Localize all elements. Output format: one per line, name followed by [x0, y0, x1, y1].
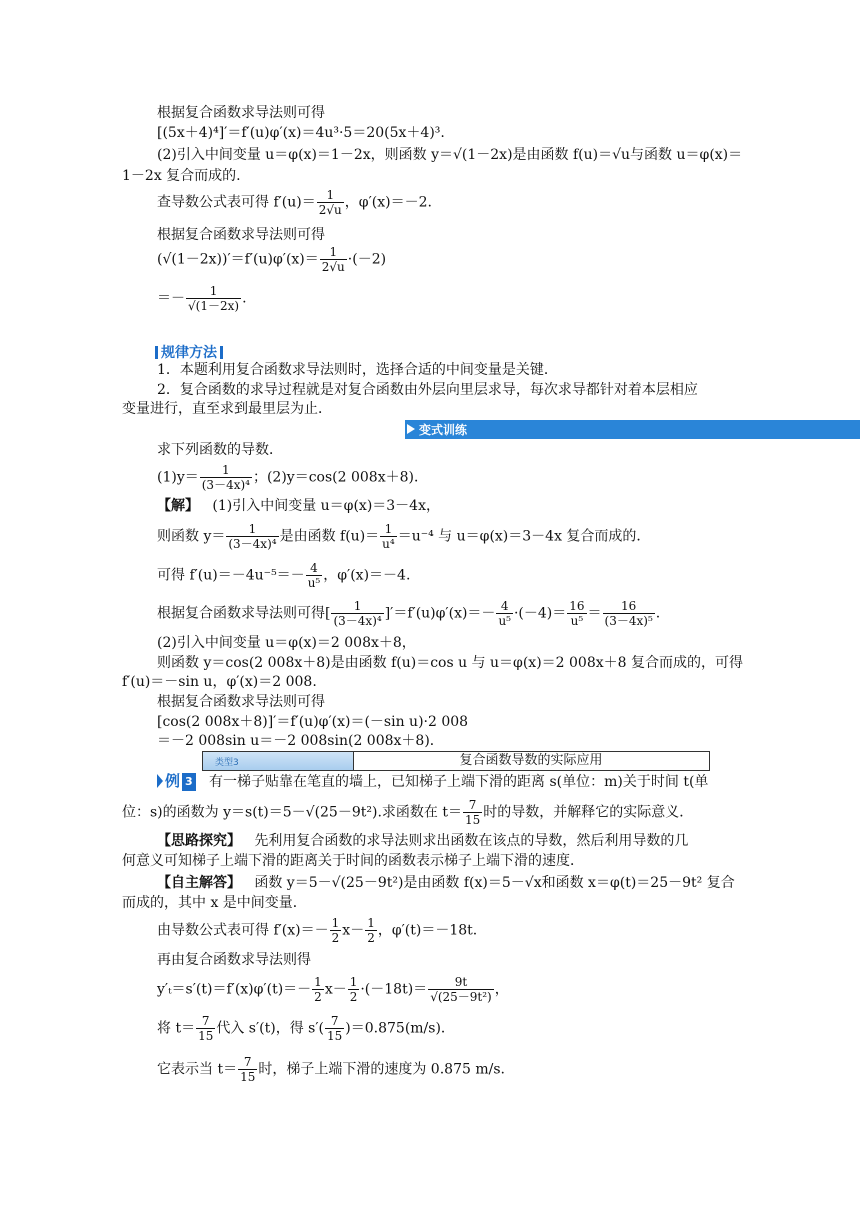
variant-training-heading	[405, 420, 860, 439]
text-line: 根据复合函数求导法则可得	[157, 227, 325, 243]
numerator: 7	[463, 798, 482, 813]
example-label	[157, 772, 196, 790]
section-title-box	[202, 751, 710, 771]
numerator: 4	[496, 599, 513, 614]
variant-title: 变式训练	[419, 423, 468, 437]
fraction	[496, 599, 513, 628]
text: ＝－	[157, 290, 185, 307]
text: 则函数 y＝	[157, 528, 226, 545]
text-line	[157, 188, 432, 217]
text: ，φ′(t)＝－18t.	[377, 922, 478, 939]
numerator: 1	[349, 975, 358, 989]
text: 可得 f′(u)＝－4u⁻⁵＝－	[157, 567, 305, 584]
text-line: [(5x＋4)⁴]′＝f′(u)φ′(x)＝4u³·5＝20(5x＋4)³.	[157, 125, 445, 141]
denominator: u⁵	[570, 614, 584, 628]
fraction	[325, 1014, 344, 1043]
text-line	[122, 798, 693, 827]
text-line	[157, 916, 477, 945]
text: ＝u⁻⁴ 与 u＝φ(x)＝3－4x 复合而成的．	[397, 528, 651, 545]
fraction	[200, 463, 252, 492]
denominator: (3－4x)⁴	[333, 614, 382, 628]
text: ，φ′(x)＝－2.	[344, 194, 432, 211]
text: x	[342, 922, 351, 939]
text-line	[157, 497, 440, 515]
denominator: 15	[240, 1070, 256, 1084]
method-title: 规律方法	[161, 345, 217, 361]
text: ，φ′(x)＝－4.	[323, 567, 411, 584]
text-line	[157, 1055, 505, 1084]
numerator: 1	[380, 522, 397, 537]
text-line: 求下列函数的导数．	[157, 442, 283, 458]
denominator: u⁵	[498, 614, 511, 628]
numerator: 1	[331, 916, 340, 930]
fraction	[238, 1055, 257, 1084]
text-line	[157, 832, 688, 850]
denominator: (3－4x)⁵	[604, 614, 653, 628]
numerator: 4	[306, 561, 323, 576]
text: －	[332, 981, 347, 998]
example-number: 3	[182, 773, 196, 791]
text-line: f′(u)＝－sin u，φ′(x)＝2 008.	[122, 674, 317, 690]
text: .	[242, 290, 247, 307]
text-line: 根据复合函数求导法则可得	[157, 105, 325, 121]
numerator: 1	[367, 916, 375, 930]
text-line	[157, 874, 735, 892]
text: 根据复合函数求导法则可得[	[157, 605, 331, 622]
text: 函数 y＝5－√(25－9t²)是由函数 f(x)＝5－√x和函数 x＝φ(t)＝25－9t² 复合	[254, 875, 735, 891]
text: 代入 s′(t)，得 s′(	[216, 1020, 324, 1037]
text-line: 根据复合函数求导法则可得	[157, 694, 325, 710]
section-tag	[203, 752, 354, 770]
denominator: (3－4x)⁴	[201, 478, 250, 492]
fraction	[463, 798, 482, 827]
fraction	[380, 522, 397, 551]
denominator: 2√u	[321, 260, 345, 274]
fraction	[428, 975, 494, 1004]
text-line: 再由复合函数求导法则得	[157, 952, 311, 968]
numerator: 7	[196, 1014, 215, 1029]
text: 查导数公式表可得 f′(u)＝	[157, 194, 316, 211]
text: (1)y＝	[157, 469, 199, 486]
text: (1)引入中间变量 u＝φ(x)＝3－4x，	[212, 498, 440, 514]
text-line	[157, 522, 650, 551]
fraction	[186, 284, 241, 313]
numerator: 16	[603, 599, 655, 614]
text-line	[157, 463, 428, 492]
text: (√(1－2x))′＝f′(u)φ′(x)＝	[157, 251, 319, 268]
denominator: 15	[198, 1029, 214, 1043]
example-line	[157, 772, 708, 791]
text: )＝0.875(m/s)．	[345, 1020, 455, 1037]
denominator: 15	[327, 1029, 343, 1043]
fraction	[226, 522, 278, 551]
text-line: (2)引入中间变量 u＝φ(x)＝2 008x＋8，	[157, 635, 416, 651]
fraction	[603, 599, 655, 628]
text: ，	[494, 981, 509, 998]
fraction	[365, 916, 377, 945]
text: .	[655, 605, 661, 622]
answer-label: 【自主解答】	[157, 875, 241, 891]
numerator: 1	[200, 463, 252, 478]
fraction	[312, 975, 324, 1004]
text: ；(2)y＝cos(2 008x＋8)．	[252, 469, 428, 486]
fraction	[317, 188, 344, 217]
text-line	[157, 975, 509, 1004]
text: 时的导数，并解释它的实际意义．	[483, 804, 694, 821]
text-line: 1．本题利用复合函数求导法则时，选择合适的中间变量是关键．	[157, 362, 558, 378]
text-line: 何意义可知梯子上端下滑的距离关于时间的函数表示梯子上端下滑的速度．	[122, 853, 584, 869]
text: ·(－18t)＝	[360, 981, 428, 998]
fraction	[348, 975, 360, 1004]
fraction	[567, 599, 586, 628]
text-line: [cos(2 008x＋8)]′＝f′(u)φ′(x)＝(－sin u)·2 008	[157, 714, 469, 730]
text-line	[157, 245, 386, 274]
text-line	[157, 561, 410, 590]
text: ·(－4)＝	[513, 605, 567, 622]
fraction	[330, 916, 342, 945]
example-word: 例	[165, 772, 181, 790]
text-line	[157, 599, 660, 628]
text: 是由函数 f(u)＝	[279, 528, 380, 545]
numerator: 7	[325, 1014, 344, 1029]
denominator: 2	[314, 990, 322, 1004]
text-line: 变量进行，直至求到最里层为止．	[122, 401, 332, 417]
numerator: 1	[226, 522, 278, 537]
think-label: 【思路探究】	[157, 833, 241, 849]
text-line	[157, 1014, 455, 1043]
text: 时，梯子上端下滑的速度为 0.875 m/s.	[258, 1061, 505, 1078]
denominator: (3－4x)⁴	[228, 537, 277, 551]
numerator: 7	[238, 1055, 257, 1070]
text-line: (2)引入中间变量 u＝φ(x)＝1－2x，则函数 y＝√(1－2x)是由函数 f(u)＝√u与函数 u＝φ(x)＝	[157, 147, 743, 163]
fraction	[331, 599, 383, 628]
text-line: 则函数 y＝cos(2 008x＋8)是由函数 f(u)＝cos u 与 u＝φ(x)＝2 008x＋8 复合而成的，可得	[157, 655, 743, 671]
fraction	[320, 245, 347, 274]
text: 位：s)的函数为 y＝s(t)＝5－√(25－9t²).求函数在 t＝	[122, 804, 462, 821]
denominator: √(1－2x)	[188, 299, 240, 313]
text-line: 而成的，其中 x 是中间变量．	[122, 895, 307, 911]
text: 有一梯子贴靠在笔直的墙上，已知梯子上端下滑的距离 s(单位：m)关于时间 t(单	[209, 774, 709, 790]
numerator: 1	[331, 599, 383, 614]
denominator: 2√u	[318, 203, 342, 217]
section-title: 复合函数导数的实际应用	[459, 753, 603, 768]
numerator: 9t	[428, 975, 494, 990]
text-line: 1－2x 复合而成的.	[122, 168, 241, 184]
text: 它表示当 t＝	[157, 1061, 238, 1078]
text: y′ₜ＝s′(t)＝f′(x)φ′(t)＝－	[157, 981, 312, 998]
text: ·(－2)	[347, 251, 387, 268]
numerator: 1	[317, 188, 344, 203]
numerator: 1	[186, 284, 241, 299]
text: x	[324, 981, 333, 998]
numerator: 16	[569, 599, 585, 613]
denominator: 15	[464, 813, 481, 827]
text-line	[157, 284, 247, 313]
denominator: u⁵	[307, 576, 321, 590]
denominator: 2	[331, 931, 340, 945]
section-tag-label: 类型3	[215, 758, 239, 768]
numerator: 1	[314, 975, 322, 989]
numerator: 1	[320, 245, 347, 260]
text: 将 t＝	[157, 1020, 196, 1037]
method-heading	[152, 342, 226, 362]
denominator: √(25－9t²)	[430, 990, 492, 1004]
fraction	[196, 1014, 215, 1043]
denominator: 2	[367, 931, 375, 945]
text-line: ＝－2 008sin u＝－2 008sin(2 008x＋8)．	[157, 733, 444, 749]
text: ＝	[587, 605, 602, 622]
solution-label: 【解】	[157, 498, 199, 514]
text: 由导数公式表可得 f′(x)＝－	[157, 922, 329, 939]
fraction	[306, 561, 323, 590]
text-line: 2．复合函数的求导过程就是对复合函数由外层向里层求导，每次求导都针对着本层相应	[157, 382, 698, 398]
text: 先利用复合函数的求导法则求出函数在该点的导数，然后利用导数的几	[254, 833, 689, 849]
text: －	[350, 922, 365, 939]
text: ]′＝f′(u)φ′(x)＝－	[384, 605, 496, 622]
denominator: 2	[349, 990, 358, 1004]
denominator: u⁴	[382, 537, 395, 551]
